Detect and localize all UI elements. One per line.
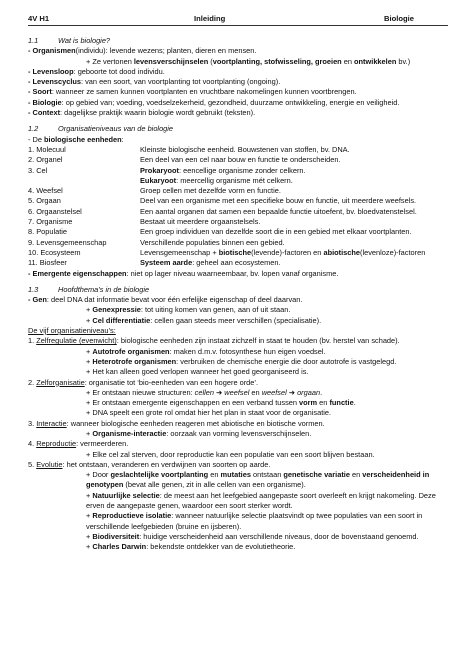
term: voortplanting, stofwisseling, groeien (212, 56, 342, 66)
line-gen (28, 295, 450, 305)
text: + (86, 511, 93, 521)
text: + (86, 315, 93, 325)
term: - Levenscyclus (28, 77, 81, 87)
term: genetische variatie (283, 470, 350, 480)
level-name: 4. Weefsel (28, 186, 63, 196)
level-name: 1. Molecuul (28, 144, 66, 154)
term: Charles Darwin (92, 542, 147, 552)
text: orgaan (297, 387, 321, 397)
text: + (86, 531, 93, 541)
line-autotrofe (28, 347, 450, 357)
level-description (140, 258, 450, 268)
line-zelforganisatie (28, 378, 450, 388)
text: + (86, 542, 93, 552)
line-levenscyclus (28, 77, 450, 87)
arrow-icon: ➜ (286, 387, 298, 397)
level-description: Deel van een organisme met een specifieke bouw en functie, uit meerdere weefsels. (140, 196, 417, 206)
level-description: Kleinste biologische eenheid. Bouwstenen van stoffen, bv. DNA. (140, 144, 350, 154)
levels-table (28, 145, 450, 269)
text: weefsel (261, 387, 287, 397)
text: : geboorte tot dood individu. (73, 66, 165, 76)
term: - Gen (28, 295, 47, 305)
text: : dagelijkse praktijk waarin biologie wordt gebruikt (teksten). (60, 108, 256, 118)
text: + Er ontstaan emergente eigenschappen en een verband tussen (86, 398, 300, 408)
line-georganiseerd: + Het kan alleen goed verlopen wanneer het goed georganiseerd is. (86, 367, 309, 377)
line-natuurlijke-selectie (28, 491, 450, 512)
level-name: 9. Levensgemeenschap (28, 237, 107, 247)
text: : van een soort, van voortplanting tot voortplanting (ongoing). (81, 77, 281, 87)
text: : de meest aan het leefgebied aangepaste soort overleeft en krijgt nakomeling. Deze erven de aangepaste genen, waardoor een soort sterker wordt. (86, 490, 436, 511)
text: + (86, 428, 93, 438)
line-heterotrofe (28, 357, 450, 367)
text: : het ontstaan, veranderen en verdwijnen van soorten op aarde. (62, 459, 271, 469)
term: Reproductieve isolatie (92, 511, 172, 521)
line-reproductie (28, 439, 450, 449)
term: abiotische (323, 247, 361, 257)
line-organismen (28, 46, 450, 56)
text: en (208, 470, 221, 480)
term: Autotrofe organismen (92, 346, 170, 356)
level-name: 10. Ecosysteem (28, 247, 81, 257)
text: en (249, 387, 262, 397)
section-heading-1-3 (28, 285, 450, 295)
line-levensloop (28, 67, 450, 77)
line-evolutie (28, 460, 450, 470)
level-description (140, 166, 450, 176)
term: - Emergente eigenschappen (28, 268, 127, 278)
text: cellen (194, 387, 214, 397)
line-eenheden-intro (28, 135, 450, 145)
text: + Door (86, 470, 111, 480)
table-row (28, 196, 450, 206)
text: : geheel aan ecosystemen. (192, 258, 281, 268)
term: geslachtelijke voortplanting (110, 470, 209, 480)
term: biologische eenheden (44, 134, 122, 144)
level-description: Bestaat uit meerdere orgaanstelsels. (140, 217, 261, 227)
table-row (28, 176, 450, 186)
level-description: Verschillende populaties binnen een gebied. (140, 237, 285, 247)
line-emergente (28, 269, 450, 279)
text: (bevat alle genen, zit in alle cellen van een organisme). (123, 480, 306, 490)
line-celdifferentiatie (28, 316, 450, 326)
line-elke-cel: + Elke cel zal sterven, door reproductie kan een populatie van een soort blijven bestaan. (86, 449, 375, 459)
term: Organisme-interactie (92, 428, 167, 438)
table-row (28, 258, 450, 268)
level-name: 8. Populatie (28, 227, 68, 237)
text: + Er ontstaan nieuwe structuren: (86, 387, 195, 397)
section-title: Organisatieniveaus van de biologie (58, 124, 174, 134)
term: Prokaryoot (140, 165, 180, 175)
level-name: 2. Organel (28, 155, 63, 165)
level-name: 11. Biosfeer (28, 258, 67, 268)
text: 4. (28, 439, 37, 449)
term: ontwikkelen (354, 56, 397, 66)
text: Levensgemeenschap + (140, 247, 219, 257)
section-title: Wat is biologie? (58, 36, 111, 45)
text: : niet op lager niveau waarneembaar, bv. lopen vanaf organisme. (126, 268, 339, 278)
text: . (353, 398, 356, 408)
line-reproductieve-isolatie (28, 511, 450, 532)
arrow-icon: ➜ (213, 387, 225, 397)
level-name: 3. Cel (28, 165, 48, 175)
text: : op gebied van; voeding, voedselzekerheid, gezondheid, duurzame ontwikkeling, energie en veiligheid. (61, 97, 400, 107)
term: functie (329, 398, 354, 408)
text: : oorzaak van vorming levensverschijnselen. (166, 428, 312, 438)
table-row (28, 248, 450, 258)
text: : biologische eenheden zijn instaat zichzelf in staat te houden (bv. herstel van schade). (116, 336, 400, 346)
text: + (86, 490, 93, 500)
line-organisme-interactie (28, 429, 450, 439)
level-description: Een aantal organen dat samen een bepaalde functie uitoefent, bv. bloedvatenstelsel. (140, 206, 417, 216)
text: 2. (28, 377, 37, 387)
section-number: 1.2 (28, 124, 39, 134)
line-zelfregulatie (28, 336, 450, 346)
term: - Biologie (28, 97, 62, 107)
term: Zelfregulatie (evenwicht) (36, 336, 117, 346)
text: : (121, 134, 124, 144)
text: 3. (28, 418, 37, 428)
text: ontstaan (250, 470, 284, 480)
term: Biodiversiteit (92, 531, 140, 541)
table-row (28, 166, 450, 176)
table-row (28, 145, 450, 155)
text: : maken d.m.v. fotosynthese hun eigen voedsel. (169, 346, 326, 356)
text: en (317, 398, 330, 408)
text: : cellen gaan steeds meer verschillen (specialisatie). (150, 315, 322, 325)
document-body (28, 30, 450, 553)
text: : tot uiting komen van genen, aan of uit staan. (140, 305, 291, 315)
term: Cel differentiatie (92, 315, 151, 325)
table-row (28, 238, 450, 248)
level-description: Groep cellen met dezelfde vorm en functie. (140, 186, 281, 196)
text: : eencellige organisme zonder celkern. (179, 165, 306, 175)
text: : meercellig organisme mét celkern. (176, 175, 293, 185)
text: : huidige verscheidenheid aan verschillende niveaus, door de bovenstaand genoemd. (139, 531, 419, 541)
term: mutaties (220, 470, 251, 480)
line-genexpressie (28, 305, 450, 315)
text: : organisatie tot ‘bio-eenheden van een hogere orde’. (84, 377, 259, 387)
header-chapter: Inleiding (194, 14, 226, 23)
header-class: 4V H1 (28, 14, 50, 23)
term: vorm (299, 398, 318, 408)
text: en (349, 470, 363, 480)
level-name (28, 176, 140, 186)
text: + (86, 305, 93, 315)
table-row (28, 207, 450, 217)
line-soort (28, 87, 450, 97)
text: : verbruiken de chemische energie die door autotrofe is vastgelegd. (176, 356, 397, 366)
term: Reproductie (36, 439, 77, 449)
term: Eukaryoot (140, 175, 177, 185)
text: + (86, 356, 93, 366)
section-heading-1-1 (28, 36, 450, 46)
term: Interactie (36, 418, 67, 428)
level-description (140, 248, 450, 258)
line-context (28, 108, 450, 118)
text: . (320, 387, 323, 397)
line-biologie (28, 98, 450, 108)
level-name: 7. Organisme (28, 217, 73, 227)
text: + (86, 346, 93, 356)
term: Heterotrofe organismen (92, 356, 177, 366)
text: - De (28, 134, 45, 144)
line-levensverschijnselen (28, 57, 450, 67)
term: - Organismen (28, 46, 76, 56)
section-number: 1.3 (28, 284, 39, 294)
header-subject: Biologie (384, 14, 414, 23)
table-row (28, 155, 450, 165)
term: Genexpressie (92, 305, 141, 315)
table-row (28, 186, 450, 196)
term: verscheidenheid in genotypen (86, 470, 430, 490)
text: en (341, 56, 355, 66)
text: : deel DNA dat informatie bevat voor één erfelijke eigenschap of deel daarvan. (46, 295, 303, 305)
level-description: Een groep individuen van dezelfde soort die in een gebied met elkaar voortplanten. (140, 227, 412, 237)
term: - Soort (28, 87, 52, 97)
term: - Levensloop (28, 66, 74, 76)
line-vorm-functie (28, 398, 450, 408)
text: 5. (28, 459, 37, 469)
line-darwin (28, 542, 450, 552)
subheading: De vijf organisatieniveau’s: (28, 326, 116, 336)
text: bv.) (396, 56, 411, 66)
table-row (28, 217, 450, 227)
text: weefsel (224, 387, 250, 397)
text: ( (208, 56, 213, 66)
text: (levenloze)-factoren (360, 247, 426, 257)
text: + Ze vertonen (86, 56, 134, 66)
section-title: Hoofdthema’s in de biologie (58, 284, 150, 294)
text: (individu): levende wezens; planten, dieren en mensen. (75, 46, 257, 56)
level-description: Een deel van een cel naar bouw en functie te onderscheiden. (140, 155, 341, 165)
line-five-levels (28, 326, 450, 336)
header-rule (28, 25, 448, 26)
level-name: 6. Orgaanstelsel (28, 206, 82, 216)
text: : wanneer biologische eenheden reageren met abiotische en biotische vormen. (66, 418, 325, 428)
line-biodiversiteit (28, 532, 450, 542)
section-number: 1.1 (28, 36, 39, 45)
term: Systeem aarde (140, 258, 193, 268)
term: Evolutie (36, 459, 63, 469)
line-dna: + DNA speelt een grote rol omdat hier het plan in staat voor de organisatie. (86, 408, 332, 418)
term: - Context (28, 108, 61, 118)
text: : bekendste ontdekker van de evolutietheorie. (146, 542, 296, 552)
text: : vermeerderen. (76, 439, 129, 449)
text: (levende)-factoren en (251, 247, 324, 257)
level-description (140, 176, 450, 186)
section-heading-1-2 (28, 124, 450, 134)
text: : wanneer natuurlijke selectie plaatsvindt op twee populaties van een soort in verschillende leefgebieden (bruine en ijsberen). (86, 511, 423, 531)
line-structuren (28, 388, 450, 398)
level-name: 5. Orgaan (28, 196, 61, 206)
line-genetische-variatie (28, 470, 450, 491)
line-interactie (28, 419, 450, 429)
term: biotische (218, 247, 252, 257)
text: 1. (28, 336, 37, 346)
table-row (28, 227, 450, 237)
term: Natuurlijke selectie (92, 490, 160, 500)
term: Zelforganisatie (36, 377, 85, 387)
text: : wanneer ze samen kunnen voortplanten en vruchtbare nakomelingen kunnen voortbrengen. (51, 87, 357, 97)
term: levensverschijnselen (133, 56, 209, 66)
